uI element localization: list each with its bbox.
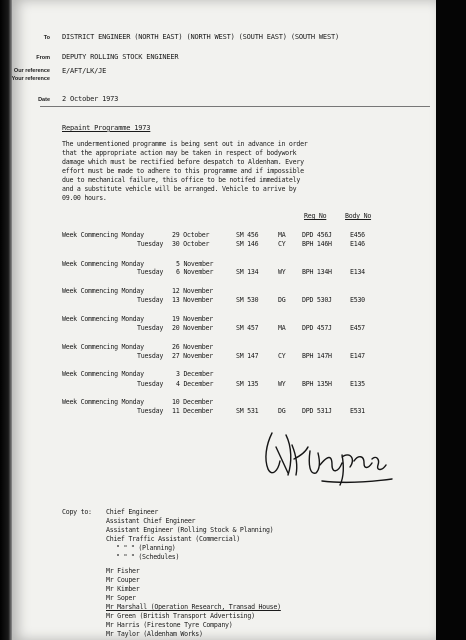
fleet-no: SM 134 [236,268,259,276]
body-no: E457 [350,324,365,332]
fleet-no: SM 147 [236,352,259,360]
fleet-no: SM 530 [236,296,259,304]
header-divider [40,106,430,107]
reg-no: DPD 456J [302,231,332,239]
recipient: Mr Taylor (Aldenham Works) [106,629,203,638]
tuesday-date: 30 October [172,240,210,248]
to-value: DISTRICT ENGINEER (NORTH EAST) (NORTH WEST) (SOUTH EAST) (SOUTH WEST) [62,33,339,41]
fleet-no: SM 146 [236,240,259,248]
tuesday-label: Tuesday [137,407,164,415]
reg-no: BPH 147H [302,352,332,360]
recipient: Assistant Chief Engineer [106,516,196,525]
para-line: and a substitute vehicle will be arranged. Vehicle to arrive by [62,185,297,193]
from-label: From [36,55,50,61]
reg-no: BPH 134H [302,268,332,276]
para-line: The undermentioned programme is being sent out in advance in order [62,140,308,148]
body-no: E146 [350,240,365,248]
week-label: Week Commencing Monday [62,398,144,406]
reg-no: BPH 146H [302,240,332,248]
para-line: that the appropriate action may be taken in respect of bodywork [62,149,297,157]
reg-no: BPH 135H [302,380,332,388]
tuesday-label: Tuesday [137,296,164,304]
recipient: Mr Couper [106,576,140,585]
recipient: Chief Engineer [106,508,159,516]
from-value: DEPUTY ROLLING STOCK ENGINEER [62,53,179,61]
fleet-no: SM 456 [236,231,259,239]
garage-code: MA [278,324,286,332]
para-line: 09.00 hours. [62,194,107,202]
garage-code: CY [278,352,286,360]
recipient: Mr Green (British Transport Advertising) [106,611,255,620]
intro-paragraph [62,140,308,203]
scan-right-border [436,0,466,640]
tuesday-label: Tuesday [137,352,164,360]
reg-no: DPD 457J [302,324,332,332]
body-no: E456 [350,231,365,239]
recipient: Chief Traffic Assistant (Commercial) [106,534,240,543]
garage-code: CY [278,240,286,248]
para-line: due to mechanical failure, this office to be notifed immediately [62,176,301,184]
recipient: Mr Soper [106,594,136,603]
document-title: Repaint Programme 1973 [62,124,151,132]
para-line: effort must be made to adhere to this programme and if impossible [62,167,304,175]
week-date: 3 December [176,370,214,378]
garage-code: DG [278,407,286,415]
to-label: To [43,35,50,41]
body-no: E134 [350,268,365,276]
body-no: E531 [350,407,365,415]
week-date: 5 November [176,260,214,268]
reg-no: DPD 530J [302,296,332,304]
recipient: Mr Fisher [106,567,140,576]
garage-code: WY [278,380,286,388]
date-value: 2 October 1973 [62,95,119,103]
tuesday-date: 13 November [172,296,213,304]
recipient: Mr Kimber [106,585,140,594]
copy-to-label: Copy to: [62,508,92,516]
garage-code: WY [278,268,286,276]
fleet-no: SM 531 [236,407,259,415]
recipient: Mr Harris (Firestone Tyre Company) [106,620,233,629]
your-reference-label: Your reference [11,76,50,82]
garage-code: DG [278,296,286,304]
fleet-no: SM 457 [236,324,259,332]
tuesday-date: 4 December [176,380,214,388]
body-no-header: Body No [345,212,372,220]
week-label: Week Commencing Monday [62,343,144,351]
week-label: Week Commencing Monday [62,315,144,323]
week-label: Week Commencing Monday [62,287,144,295]
recipient: " " " (Schedules) [116,552,180,561]
tuesday-date: 6 November [176,268,214,276]
tuesday-date: 11 December [172,407,213,415]
week-label: Week Commencing Monday [62,231,144,239]
body-no: E147 [350,352,365,360]
recipient: Mr Marshall (Operation Research, Transad House) [106,603,281,612]
body-no: E530 [350,296,365,304]
week-label: Week Commencing Monday [62,370,144,378]
tuesday-date: 27 November [172,352,213,360]
tuesday-label: Tuesday [137,268,164,276]
week-label: Week Commencing Monday [62,260,144,268]
tuesday-label: Tuesday [137,380,164,388]
week-date: 26 November [172,343,213,351]
garage-code: MA [278,231,286,239]
reg-no: DPD 531J [302,407,332,415]
tuesday-label: Tuesday [137,240,164,248]
reference-value: E/AFT/LK/JE [62,67,107,75]
week-date: 12 November [172,287,213,295]
date-label: Date [38,97,50,103]
week-date: 19 November [172,315,213,323]
recipient: " " " (Planning) [116,543,176,552]
para-line: damage which must be rectified before despatch to Aldenham. Every [62,158,304,166]
body-no: E135 [350,380,365,388]
week-date: 10 December [172,398,213,406]
week-date: 29 October [172,231,210,239]
our-reference-label: Our reference [13,68,50,74]
reg-no-header: Reg No [304,212,327,220]
fleet-no: SM 135 [236,380,259,388]
handwritten-signature [258,425,398,495]
recipient: Assistant Engineer (Rolling Stock & Planning) [106,525,274,534]
tuesday-date: 20 November [172,324,213,332]
copy-to-list [106,508,281,639]
tuesday-label: Tuesday [137,324,164,332]
